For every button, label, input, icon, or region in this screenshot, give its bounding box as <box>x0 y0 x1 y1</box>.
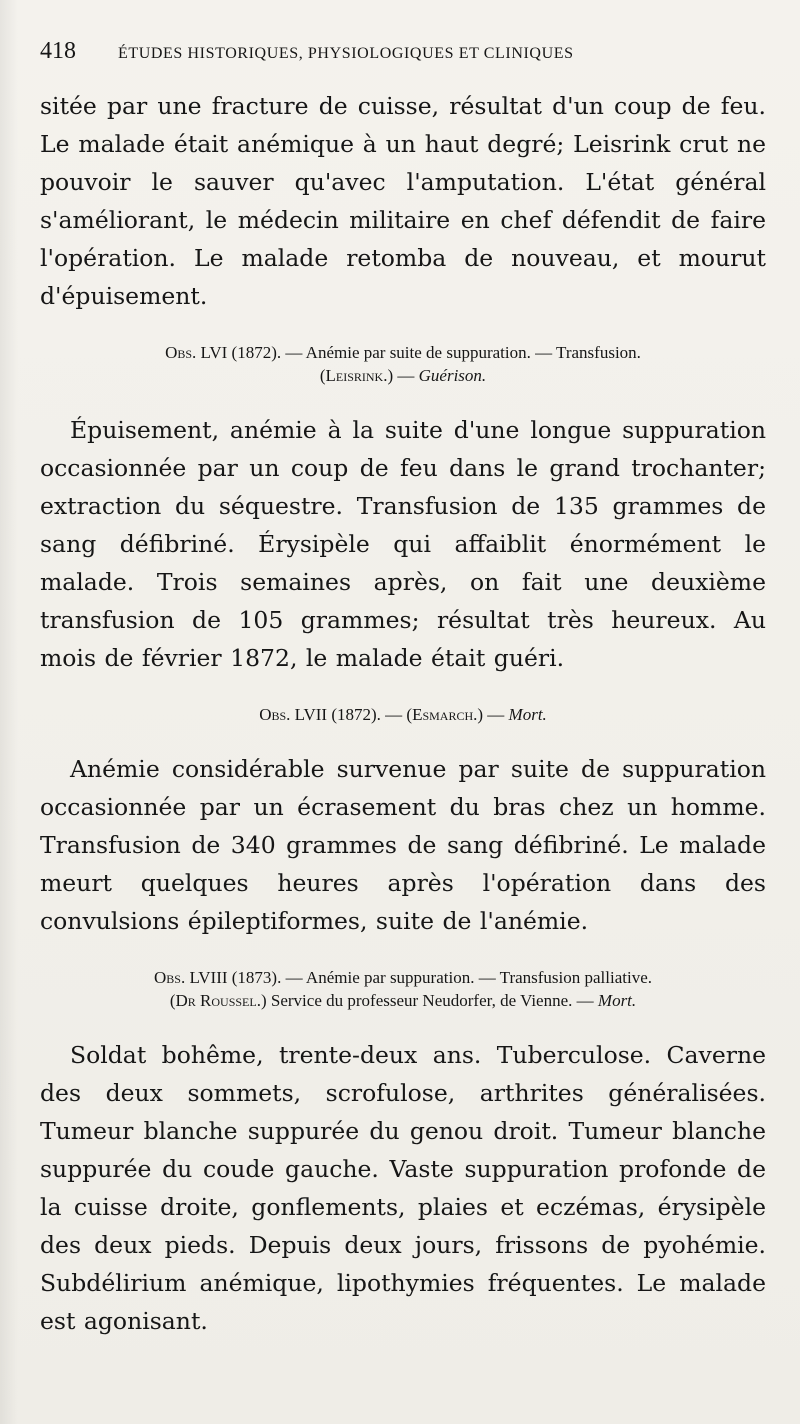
observation-author: (Leisrink.) <box>319 366 394 385</box>
observation-separator: — <box>380 705 407 724</box>
observation-outcome: Mort. <box>508 705 547 724</box>
observation-author: (Dr Roussel.) <box>169 991 267 1010</box>
observation-heading-56 <box>40 341 766 387</box>
observation-outcome: Guérison. <box>418 366 487 385</box>
observation-label: Obs. LVI (1872). <box>165 343 282 362</box>
observation-heading-line <box>40 341 766 364</box>
observation-label: Obs. LVII (1872). <box>259 705 381 724</box>
observation-subject: — Anémie par suite de suppuration. — Transfusion. <box>281 343 641 362</box>
paragraph-observation-58: Soldat bohême, trente-deux ans. Tuberculose. Caverne des deux sommets, scrofulose, arthrites généralisées. Tumeur blanche suppurée du genou droit. Tumeur blanche suppurée du coude gauche. Vaste suppuration profonde de la cuisse droite, gonflements, plaies et eczémas, érysipèle des deux pieds. Depuis deux jours, frissons de pyohémie. Subdélirium anémique, lipothymies fréquentes. Le malade est agonisant. <box>40 1041 766 1335</box>
observation-heading-58 <box>40 966 766 1012</box>
observation-outcome: Mort. <box>597 991 637 1010</box>
running-head <box>40 38 766 65</box>
page-number: 418 <box>40 38 76 64</box>
observation-separator: — <box>393 366 419 385</box>
paragraph-observation-57: Anémie considérable survenue par suite de suppuration occasionnée par un écrasement du bras chez un homme. Transfusion de 340 grammes de sang défibriné. Le malade meurt quelques heures après l'opération dans des convulsions épileptiformes, suite de l'anémie. <box>40 755 766 935</box>
observation-heading-line <box>40 703 766 726</box>
observation-subject: — Anémie par suppuration. — Transfusion palliative. <box>281 968 653 987</box>
observation-separator: — <box>483 705 509 724</box>
observation-label: Obs. LVIII (1873). <box>153 968 282 987</box>
observation-heading-line <box>40 989 766 1012</box>
observation-heading-57 <box>40 703 766 726</box>
observation-heading-line <box>40 966 766 989</box>
observation-heading-line <box>40 364 766 387</box>
observation-author: (Esmarch.) <box>406 705 484 724</box>
observation-service: Service du professeur Neudorfer, de Vienne. — <box>266 991 598 1010</box>
paragraph-continuation: sitée par une fracture de cuisse, résultat d'un coup de feu. Le malade était anémique à un haut degré; Leisrink crut ne pouvoir le sauver qu'avec l'amputation. L'état général s'améliorant, le médecin militaire en chef défendit de faire l'opération. Le malade retomba de nouveau, et mourut d'épuisement. <box>40 92 766 310</box>
running-head-title: ÉTUDES HISTORIQUES, PHYSIOLOGIQUES ET CLINIQUES <box>118 45 574 62</box>
paragraph-observation-56: Épuisement, anémie à la suite d'une longue suppuration occasionnée par un coup de feu dans le grand trochanter; extraction du séquestre. Transfusion de 135 grammes de sang défibriné. Érysipèle qui affaiblit énormément le malade. Trois semaines après, on fait une deuxième transfusion de 105 grammes; résultat très heureux. Au mois de février 1872, le malade était guéri. <box>40 416 766 672</box>
